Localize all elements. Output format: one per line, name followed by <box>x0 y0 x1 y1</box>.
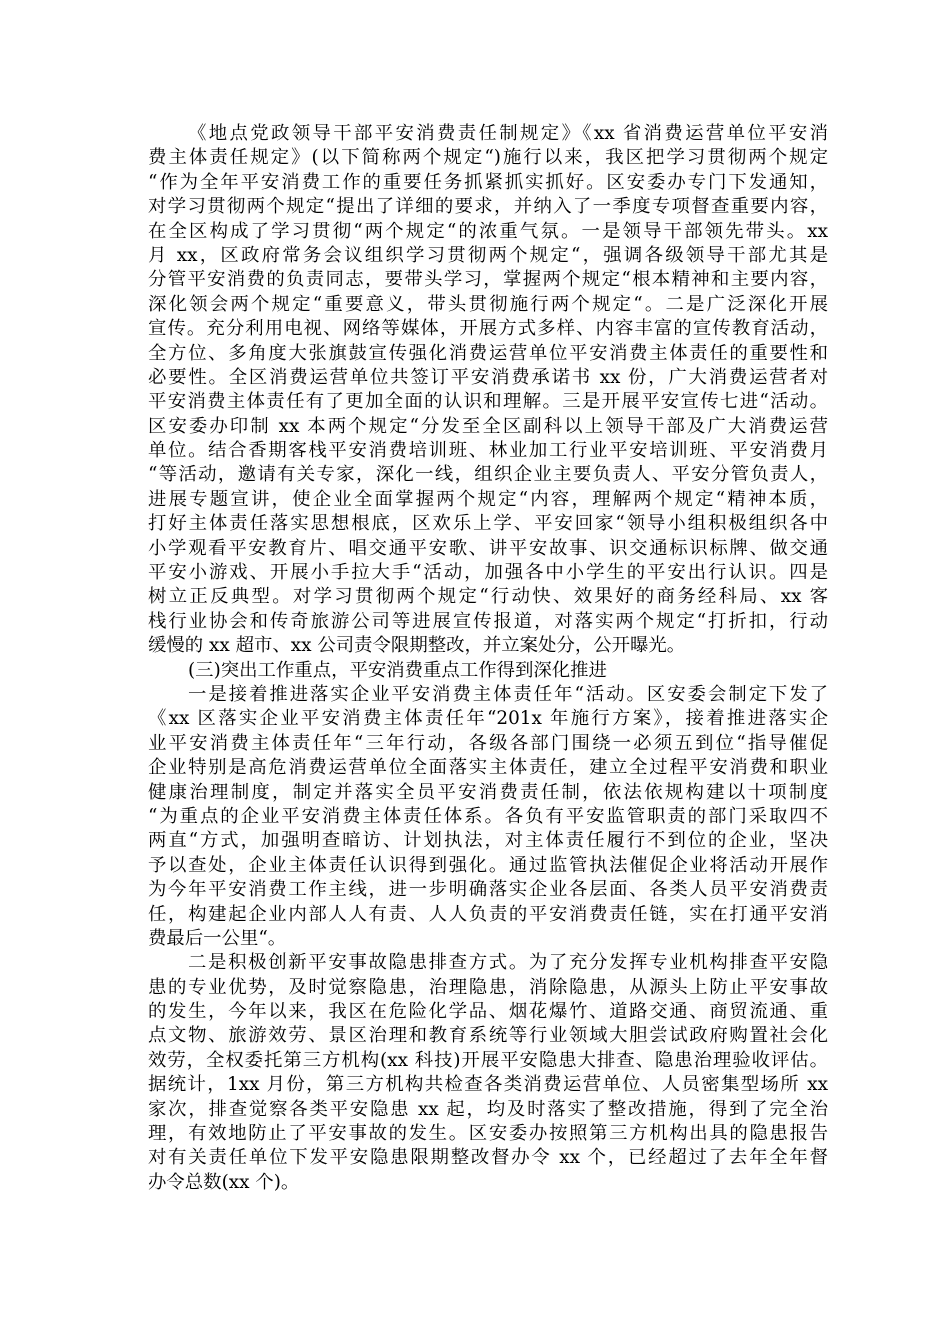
text-line: 栈行业协会和传奇旅游公司等进展宣传报道，对落实两个规定“打折扣，行动 <box>148 610 828 632</box>
text-line: 平安小游戏、开展小手拉大手“活动，加强各中小学生的平安出行认识。四是 <box>148 562 828 584</box>
text-line: 平安消费主体责任有了更加全面的认识和理解。三是开展平安宣传七进“活动。 <box>148 391 828 413</box>
text-line: 办令总数(xx 个)。 <box>148 1171 300 1193</box>
text-line: 树立正反典型。对学习贯彻两个规定“行动快、效果好的商务经科局、xx 客 <box>148 586 828 608</box>
text-line: 的发生，今年以来，我区在危险化学品、烟花爆竹、道路交通、商贸流通、重 <box>148 1001 828 1023</box>
text-line: 单位。结合香期客栈平安消费培训班、林业加工行业平安培训班、平安消费月 <box>148 440 828 462</box>
text-line: 深化领会两个规定“重要意义，带头贯彻施行两个规定“。二是广泛深化开展 <box>148 293 828 315</box>
text-line: 进展专题宣讲，使企业全面掌握两个规定“内容，理解两个规定“精神本质， <box>148 488 828 510</box>
text-line: 业平安消费主体责任年“三年行动，各级各部门围绕一必须五到位“指导催促 <box>148 732 828 754</box>
text-line: 两直“方式，加强明查暗访、计划执法，对主体责任履行不到位的企业，坚决 <box>148 830 828 852</box>
text-line: 区安委办印制 xx 本两个规定“分发至全区副科以上领导干部及广大消费运营 <box>148 415 828 437</box>
text-line: 必要性。全区消费运营单位共签订平安消费承诺书 xx 份，广大消费运营者对 <box>148 366 828 388</box>
text-line: 点文物、旅游效劳、景区治理和教育系统等行业领域大胆尝试政府购置社会化 <box>148 1025 828 1047</box>
text-line: 企业特别是高危消费运营单位全面落实主体责任，建立全过程平安消费和职业 <box>148 757 828 779</box>
text-line: 予以查处，企业主体责任认识得到强化。通过监管执法催促企业将活动开展作 <box>148 854 828 876</box>
text-line: 二是积极创新平安事故隐患排查方式。为了充分发挥专业机构排查平安隐 <box>188 952 828 974</box>
text-line: 对学习贯彻两个规定“提出了详细的要求，并纳入了一季度专项督查重要内容， <box>148 196 828 218</box>
text-line: “作为全年平安消费工作的重要任务抓紧抓实抓好。区安委办专门下发通知， <box>148 171 828 193</box>
text-line: 据统计，1xx 月份，第三方机构共检查各类消费运营单位、人员密集型场所 xx <box>148 1074 828 1096</box>
text-line: 健康治理制度，制定并落实全员平安消费责任制，依法依规构建以十项制度 <box>148 781 828 803</box>
text-line: “为重点的企业平安消费主体责任体系。各负有平安监管职责的部门采取四不 <box>148 805 828 827</box>
text-line: 费最后一公里“。 <box>148 927 287 949</box>
document-page <box>148 122 828 1195</box>
text-line: 任，构建起企业内部人人有责、人人负责的平安消费责任链，实在打通平安消 <box>148 903 828 925</box>
text-line: 一是接着推进落实企业平安消费主体责任年“活动。区安委会制定下发了 <box>188 683 828 705</box>
text-line: 《xx 区落实企业平安消费主体责任年“201x 年施行方案》，接着推进落实企 <box>148 708 828 730</box>
text-line: (三)突出工作重点，平安消费重点工作得到深化推进 <box>188 659 607 681</box>
text-line: 打好主体责任落实思想根底，区欢乐上学、平安回家“领导小组积极组织各中 <box>148 513 828 535</box>
text-line: 月 xx，区政府常务会议组织学习贯彻两个规定“，强调各级领导干部尤其是 <box>148 244 828 266</box>
text-line: 《地点党政领导干部平安消费责任制规定》《xx 省消费运营单位平安消 <box>188 123 828 144</box>
text-line: 在全区构成了学习贯彻“两个规定“的浓重气氛。一是领导干部领先带头。xx <box>148 220 828 242</box>
text-line: 理，有效地防止了平安事故的发生。区安委办按照第三方机构出具的隐患报告 <box>148 1123 828 1145</box>
text-line: 患的专业优势，及时觉察隐患，治理隐患，消除隐患，从源头上防止平安事故 <box>148 976 828 998</box>
text-line: 为今年平安消费工作主线，进一步明确落实企业各层面、各类人员平安消费责 <box>148 879 828 901</box>
text-line: 家次，排查觉察各类平安隐患 xx 起，均及时落实了整改措施，得到了完全治 <box>148 1098 828 1120</box>
text-line: 宣传。充分利用电视、网络等媒体，开展方式多样、内容丰富的宣传教育活动， <box>148 318 828 340</box>
text-line: 费主体责任规定》(以下简称两个规定“)施行以来，我区把学习贯彻两个规定 <box>148 147 828 169</box>
text-line: 全方位、多角度大张旗鼓宣传强化消费运营单位平安消费主体责任的重要性和 <box>148 342 828 364</box>
text-line: 分管平安消费的负责同志，要带头学习，掌握两个规定“根本精神和主要内容， <box>148 269 828 291</box>
text-line: 小学观看平安教育片、唱交通平安歌、讲平安故事、识交通标识标牌、做交通 <box>148 537 828 559</box>
text-line: “等活动，邀请有关专家，深化一线，组织企业主要负责人、平安分管负责人， <box>148 464 828 486</box>
text-line: 对有关责任单位下发平安隐患限期整改督办令 xx 个，已经超过了去年全年督 <box>148 1147 828 1169</box>
text-line: 缓慢的 xx 超市、xx 公司责令限期整改，并立案处分，公开曝光。 <box>148 635 686 657</box>
text-line: 效劳，全权委托第三方机构(xx 科技)开展平安隐患大排查、隐患治理验收评估。 <box>148 1049 828 1071</box>
